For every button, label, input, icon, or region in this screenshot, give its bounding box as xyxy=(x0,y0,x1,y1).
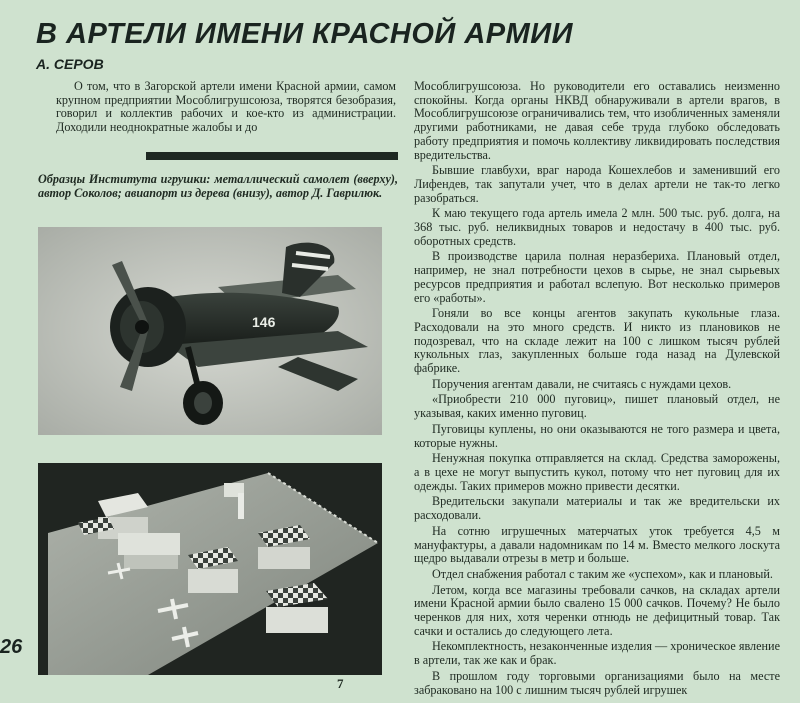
airport-photo xyxy=(38,463,382,675)
airplane-photo xyxy=(38,227,382,435)
lead-paragraph xyxy=(56,80,396,137)
airplane-illustration xyxy=(38,227,382,435)
paragraph: Гоняли во все концы агентов закупать кукольные глаза. Расходовали на это много средств. И никто из плановиков не подозревал, что на складе лежит на 100 с лишком тысяч рублей кукольных глаз, закупленных больше года назад на Дулевской фабрике. xyxy=(414,306,780,376)
paragraph: Ненужная покупка отправляется на склад. Средства заморожены, а в цехе не могут выпустить кукол, потому что нет пуговиц для их одежды. Таких примеров можно привести десятки. xyxy=(414,451,780,493)
airplane-number: 146 xyxy=(252,314,276,330)
paragraph: Вредительски закупали материалы и так же вредительски их расходовали. xyxy=(414,494,780,523)
paragraph: Пуговицы куплены, но они оказываются не того размера и цвета, которые нужны. xyxy=(414,421,780,450)
paragraph: В производстве царила полная неразбериха. Плановый отдел, например, не знал потребности цехов в сырье, не знал сырьевых ресурсов предприятия и работал вслепую. Вот несколько примеров его «работы». xyxy=(414,249,780,305)
lead-text: О том, что в Загорской артели имени Красной армии, самом крупном предприятии Мособлигрушсоюза, творятся безобразия, говорил и коллектив рабочих и кое-кто из администрации. Доходили неоднократные жалобы и до xyxy=(56,79,396,135)
paragraph: Некомплектность, незаконченные изделия — хроническое явление в артели, так же как и брак. xyxy=(414,639,780,668)
paragraph: Мособлигрушсоюза. Но руководители его оставались неизменно спокойны. Когда органы НКВД обнаруживали в артели врагов, в Мособлигрушсоюзе ограничивались тем, что изобличенных заменяли другими работниками, не давая себе труда глубоко обследовать работу предприятия и помочь коллективу ликвидировать последствия вредительства. xyxy=(414,79,780,162)
paragraph: «Приобрести 210 000 пуговиц», пишет плановый отдел, не указывая, каких именно пуговиц. xyxy=(414,392,780,421)
paragraph: Летом, когда все магазины требовали сачков, на складах артели имени Красной армии было свалено 15 000 сачков. Почему? Не было черенков для них, хотя черенки отнюдь не дефицитный товар. Так сачки и остались до следующего лета. xyxy=(414,582,780,638)
paragraph: В прошлом году торговыми организациями было на месте забраковано на 100 с лишним тысяч рублей игрушек xyxy=(414,668,780,697)
right-column xyxy=(414,80,780,699)
article-author: А. СЕРОВ xyxy=(36,56,104,72)
photo-caption: Образцы Института игрушки: металлический самолет (вверху), автор Соколов; авиапорт из дерева (внизу), автор Д. Гаврилюк. xyxy=(38,172,398,200)
article-title: В АРТЕЛИ ИМЕНИ КРАСНОЙ АРМИИ xyxy=(36,18,574,50)
paragraph: К маю текущего года артель имела 2 млн. 500 тыс. руб. долга, на 368 тыс. руб. неликвидных товаров и недостачу в 400 тыс. руб. оборотных средств. xyxy=(414,206,780,248)
paragraph: На сотню игрушечных матерчатых уток требуется 4,5 м мануфактуры, а давали надомникам по 14 м. Вместо мелкого лоскута щедро выдавали отрезы в метр и больше. xyxy=(414,523,780,566)
paragraph: Бывшие главбухи, враг народа Кошехлебов и заменивший его Лифендев, так запутали учет, что в делах артели не так-то легко разобраться. xyxy=(414,163,780,205)
folio-number: 7 xyxy=(337,676,344,691)
airport-illustration xyxy=(38,463,382,675)
divider-rule xyxy=(146,152,398,160)
paragraph: Отдел снабжения работал с таким же «успехом», как и плановый. xyxy=(432,566,773,581)
paragraph: Поручения агентам давали, не считаясь с нуждами цехов. xyxy=(432,376,732,391)
page-number: 26 xyxy=(0,636,23,658)
